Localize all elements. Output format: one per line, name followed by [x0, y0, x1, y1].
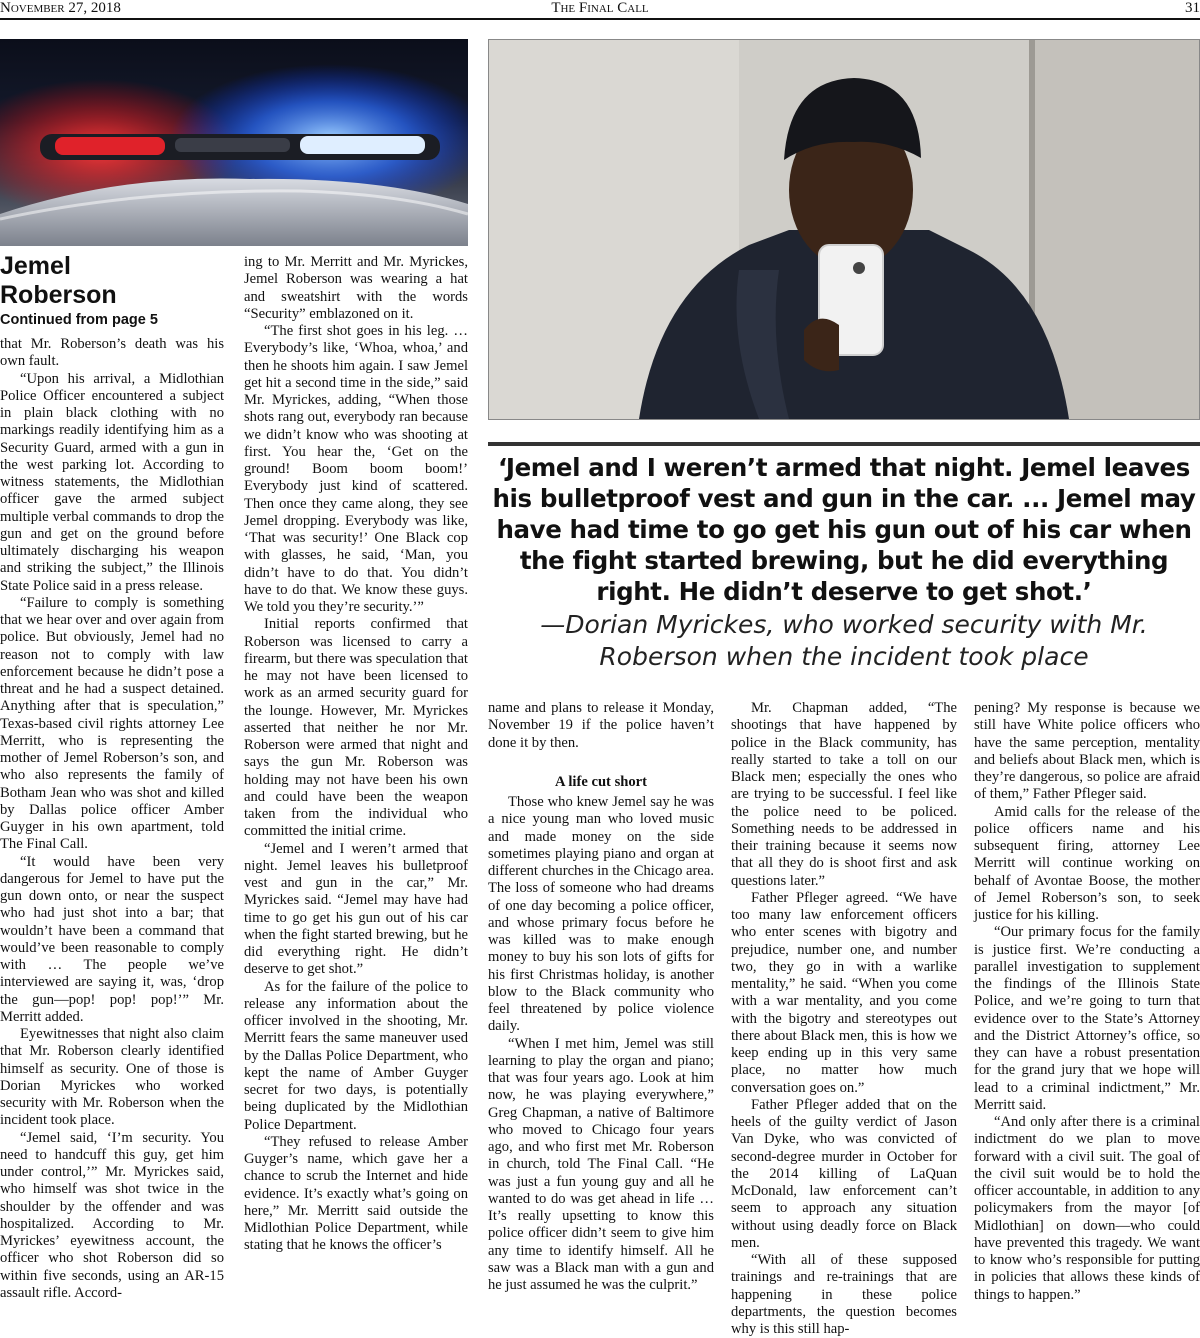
paragraph: “They refused to release Amber Guyger’s name, which gave her a chance to scrub the Internet and hide evidence. It’s exactly what’s going on here,” Mr. Merritt said outside the Midlothian Police Department, while stating that he knows the officer’s — [244, 1133, 468, 1254]
paragraph: Initial reports confirmed that Roberson was licensed to carry a firearm, but there was speculation that he may not have been licensed to work as an armed security guard for the lounge. However, Mr. Myrickes asserted that neither he nor Mr. Roberson were armed that night and says the gun Mr. Roberson was holding may not have been his own and could have been the weapon taken from the individual who committed the initial crime. — [244, 616, 468, 840]
police-lights-illustration — [0, 39, 468, 246]
paragraph: “The first shot goes in his leg. … Everybody’s like, ‘Whoa, whoa,’ and then he shoots him again. I saw Jemel get hit a second time in the side,” said Mr. Myrickes, adding, “When those shots rang out, everybody ran because we didn’t know who was shooting at first. You hear the, ‘Get on the ground! Boom boom boom!’ Everybody just kind of scattered. Then once they came along, they see Jemel dropping. Everybody was like, ‘That was security!’ One Black cop with glasses, he said, ‘Man, you didn’t have to do that. You didn’t have to do that. We know these guys. We told you they’re security.’” — [244, 323, 468, 615]
paragraph: As for the failure of the police to release any information about the officer involved in the shooting, Mr. Merritt fears the same maneuver used by the Dallas Police Department, who kept the name of Amber Guyger secret for two days, is potentially being duplicated by the Midlothian Police Department. — [244, 978, 468, 1133]
pullquote-rule — [488, 442, 1200, 446]
running-header — [0, 0, 1200, 18]
paragraph: “And only after there is a criminal indictment do we plan to move forward with a civil suit. The goal of the civil suit would be to hold the officer accountable, in addition to any policymakers from the mayor [of Midlothian] on down—who could have prevented this tragedy. We want to know who’s responsible for putting in policies that allows these kinds of things to happen.” — [974, 1114, 1200, 1303]
article-column-5 — [974, 700, 1200, 1304]
paragraph: Amid calls for the release of the police officers name and his subsequent firing, attorney Lee Merritt will continue working on behalf of Avontae Boose, the mother of Jemel Roberson’s son, to seek justice for his killing. — [974, 803, 1200, 923]
paragraph: name and plans to release it Monday, November 19 if the police haven’t done it by then. — [488, 700, 714, 751]
header-rule — [0, 18, 1200, 20]
issue-date: November 27, 2018 — [0, 0, 121, 16]
paragraph: “With all of these supposed trainings and re-trainings that are happening in these police departments, the question becomes why is this still hap- — [731, 1252, 957, 1337]
paragraph: Eyewitnesses that night also claim that Mr. Roberson clearly identified himself as security. One of those is Dorian Myrickes who worked security with Mr. Roberson when the incident took place. — [0, 1026, 224, 1129]
paragraph: “It would have been very dangerous for Jemel to have put the gun down onto, or near the suspect who had just shot into a bar; that wouldn’t have been a command that would’ve been reasonable to comply with … The people we’ve interviewed are saying it, was, ‘drop the gun—pop! pop! pop!’” Mr. Merritt added. — [0, 853, 224, 1025]
pullquote-text: ‘Jemel and I weren’t armed that night. Jemel leaves his bulletproof vest and gun in the car. ... Jemel may have had time to go get his gun out of his car when the fight started brewing, but he did everything right. He didn’t deserve to get shot.’ — [492, 453, 1196, 606]
paragraph: “Jemel said, ‘I’m security. You need to handcuff this guy, get him under control,’” Mr. Myrickes said, who himself was shot twice in the shoulder by the offender and was hospitalized. According to Mr. Myrickes’ eyewitness account, the officer who shot Roberson did so within five seconds, using an AR-15 assault rifle. Accord- — [0, 1129, 224, 1301]
selfie-portrait-illustration — [489, 40, 1199, 419]
paragraph: Father Pfleger added that on the heels of the guilty verdict of Jason Van Dyke, who was convicted of second-degree murder in October for the 2014 killing of LaQuan McDonald, law enforcement can’t seem to approach any situation without using deadly force on Black men. — [731, 1096, 957, 1251]
paragraph: pening? My response is because we still have White police officers who have the same perception, mentality and beliefs about Black men, which is they’re dangerous, so police are afraid of them,” Father Pfleger said. — [974, 700, 1200, 803]
jemel-roberson-photo — [488, 39, 1200, 420]
article-column-2 — [244, 254, 468, 1255]
continued-from: Continued from page 5 — [0, 312, 158, 328]
article-column-3 — [488, 700, 714, 1294]
paragraph: Mr. Chapman added, “The shootings that have happened by police in the Black community, has really started to take a toll on our Black men; especially the ones who are trying to be successful. I feel like the police need to be policed. Something needs to be addressed in their training because it seems now that all they do is shoot first and ask questions later.” — [731, 700, 957, 889]
article-column-1 — [0, 336, 224, 1302]
pullquote — [488, 452, 1200, 673]
subheading: A life cut short — [554, 773, 647, 790]
paragraph: Those who knew Jemel say he was a nice young man who loved music and made money on the side sometimes playing piano and organ at different churches in the Chicago area. The loss of someone who had dreams of one day becoming a police officer, and whose primary focus before he was killed was to make enough money to buy his son lots of gifts for his first Christmas holiday, is another blow to the Black community who feel threatened by police violence daily. — [488, 794, 714, 1035]
paragraph: “Upon his arrival, a Midlothian Police Officer encountered a subject in plain black clothing with no markings readily identifying him as a Security Guard, armed with a gun in the west parking lot. According to witness statements, the Midlothian officer gave the armed subject multiple verbal commands to drop the gun and get on the ground before ultimately discharging his weapon and striking the subject,” the Illinois State Police said in a press release. — [0, 370, 224, 594]
paragraph: ing to Mr. Merritt and Mr. Myrickes, Jemel Roberson was wearing a hat and sweatshirt with the words “Security” emblazoned on it. — [244, 254, 468, 322]
publication-name: The Final Call — [551, 0, 649, 16]
article-column-4 — [731, 700, 957, 1338]
headline-line2: Roberson — [0, 281, 117, 309]
paragraph: “When I met him, Jemel was still learning to play the organ and piano; that was four years ago. Look at him now, he was playing everywhere,” Greg Chapman, a native of Baltimore who moved to Chicago four years ago, and who first met Mr. Roberson in church, told The Final Call. “He was just a fun young guy and all he wanted to do was get ahead in life … It’s really upsetting to know this police officer didn’t seem to give him any time to identify himself. All he saw was a Black man with a gun and he just assumed he was the culprit.” — [488, 1035, 714, 1293]
paragraph: Father Pfleger agreed. “We have too many law enforcement officers who enter scenes with bigotry and prejudice, number one, and number two, they go in with a warlike mentality,” he said. “When you come with a war mentality, and you come with the bigotry and stereotypes out there about Black men, this is how we keep ending up in this very same place, no matter how much conversation goes on.” — [731, 889, 957, 1096]
pullquote-attribution: —Dorian Myrickes, who worked security with Mr. Roberson when the incident took place — [540, 610, 1148, 671]
paragraph: “Failure to comply is something that we hear over and over again from police. But obviously, Jemel had no reason not to comply with law enforcement because he didn’t pose a threat and he had a suspect detained. Anything after that is speculation,” Texas-based civil rights attorney Lee Merritt, who is representing the mother of Jemel Roberson’s son, and who also represents the family of Botham Jean who was shot and killed by Dallas police officer Amber Guyger in his own apartment, told The Final Call. — [0, 594, 224, 853]
headline-line1: Jemel — [0, 252, 71, 280]
police-car-photo — [0, 39, 468, 246]
paragraph: “Our primary focus for the family is justice first. We’re conducting a parallel investigation to supplement the findings of the Illinois State Police, and we’re going to turn that evidence over to the State’s Attorney and the District Attorney’s office, so they can have a robust presentation for the grand jury that we hope will lead to a criminal indictment,” Mr. Merritt said. — [974, 924, 1200, 1113]
page-number: 31 — [1185, 0, 1200, 16]
article-headline — [0, 252, 224, 330]
paragraph: that Mr. Roberson’s death was his own fault. — [0, 336, 224, 370]
paragraph: “Jemel and I weren’t armed that night. Jemel leaves his bulletproof vest and gun in the car,” Mr. Myrickes said. “Jemel may have had time to go get his gun out of his car when the fight started brewing, but he did everything right. He didn’t deserve to get shot.” — [244, 840, 468, 978]
